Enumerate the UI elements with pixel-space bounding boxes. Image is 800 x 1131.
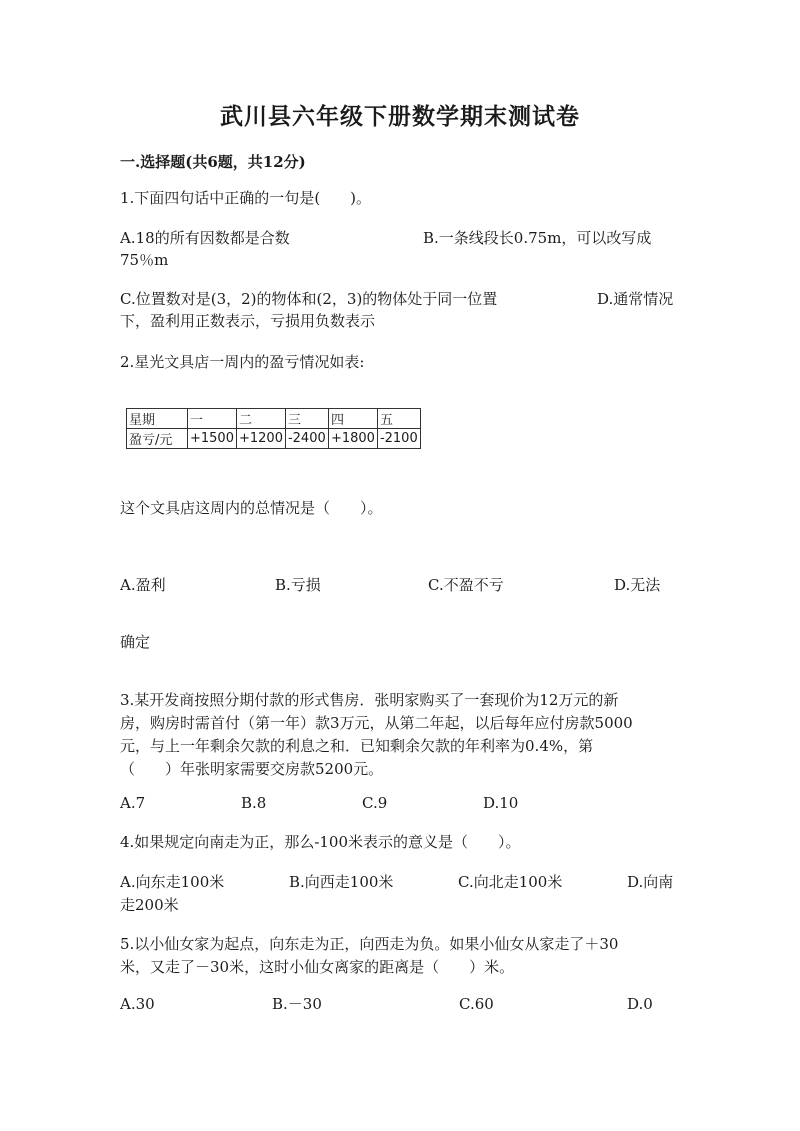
- table-cell: -2400: [285, 429, 328, 449]
- option-b-continued: 75％m: [120, 251, 169, 269]
- question-line: 米，又走了－30米，这时小仙女离家的距离是（ ）米。: [120, 958, 515, 976]
- option-d-continued: 下，盈利用正数表示，亏损用负数表示: [120, 312, 376, 330]
- profit-loss-table: [126, 408, 421, 449]
- question-line: 元，与上一年剩余欠款的利息之和．已知剩余欠款的年利率为0.4%，第: [120, 737, 594, 755]
- option-d-continued: 走200米: [120, 896, 179, 914]
- question-text: 这个文具店这周内的总情况是（ ）。: [120, 499, 383, 517]
- table-header-row: [127, 409, 421, 429]
- option-c: C.位置数对是(3，2)的物体和(2，3)的物体处于同一位置: [120, 290, 498, 308]
- option-a: A.盈利: [120, 576, 166, 594]
- option-c: C.不盈不亏: [428, 576, 504, 594]
- option-d: D.0: [627, 995, 653, 1013]
- question-line: 5.以小仙女家为起点，向东走为正，向西走为负。如果小仙女从家走了＋30: [120, 935, 619, 953]
- option-d: D.向南: [627, 873, 674, 891]
- option-b: B.向西走100米: [289, 873, 394, 891]
- option-c: C.向北走100米: [458, 873, 563, 891]
- option-a: A.18的所有因数都是合数: [120, 229, 290, 247]
- question-stem: 2.星光文具店一周内的盈亏情况如表:: [120, 353, 365, 371]
- table-cell: 三: [285, 409, 328, 429]
- table-cell: 星期: [127, 409, 188, 429]
- table-cell: -2100: [377, 429, 420, 449]
- table-cell: 一: [188, 409, 237, 429]
- option-c: C.60: [459, 995, 494, 1013]
- table-row: [127, 429, 421, 449]
- question-line: 房，购房时需首付（第一年）款3万元，从第二年起，以后每年应付房款5000: [120, 714, 633, 732]
- section-heading: 一.选择题(共6题，共12分): [120, 153, 306, 171]
- question-line: 3.某开发商按照分期付款的形式售房．张明家购买了一套现价为12万元的新: [120, 691, 619, 709]
- table-cell: +1500: [188, 429, 237, 449]
- option-a: A.30: [120, 995, 155, 1013]
- option-b: B.亏损: [275, 576, 321, 594]
- option-d: D.10: [483, 794, 519, 812]
- option-d: D.无法: [614, 576, 661, 594]
- option-a: A.向东走100米: [120, 873, 225, 891]
- question-stem: 4.如果规定向南走为正，那么-100米表示的意义是（ ）。: [120, 833, 521, 851]
- table-cell: 盈亏/元: [127, 429, 188, 449]
- option-a: A.7: [120, 794, 146, 812]
- page-title: 武川县六年级下册数学期末测试卷: [220, 103, 580, 130]
- option-b: B.－30: [272, 995, 322, 1013]
- table-cell: +1200: [236, 429, 285, 449]
- question-line: （ ）年张明家需要交房款5200元。: [120, 760, 384, 778]
- question-stem: 1.下面四句话中正确的一句是( )。: [120, 189, 372, 207]
- table-cell: 四: [328, 409, 377, 429]
- option-b: B.一条线段长0.75m，可以改写成: [423, 229, 652, 247]
- option-c: C.9: [362, 794, 388, 812]
- option-b: B.8: [241, 794, 267, 812]
- table-cell: 五: [377, 409, 420, 429]
- option-d-continued: 确定: [120, 633, 151, 651]
- option-d: D.通常情况: [597, 290, 674, 308]
- table-cell: 二: [236, 409, 285, 429]
- table-cell: +1800: [328, 429, 377, 449]
